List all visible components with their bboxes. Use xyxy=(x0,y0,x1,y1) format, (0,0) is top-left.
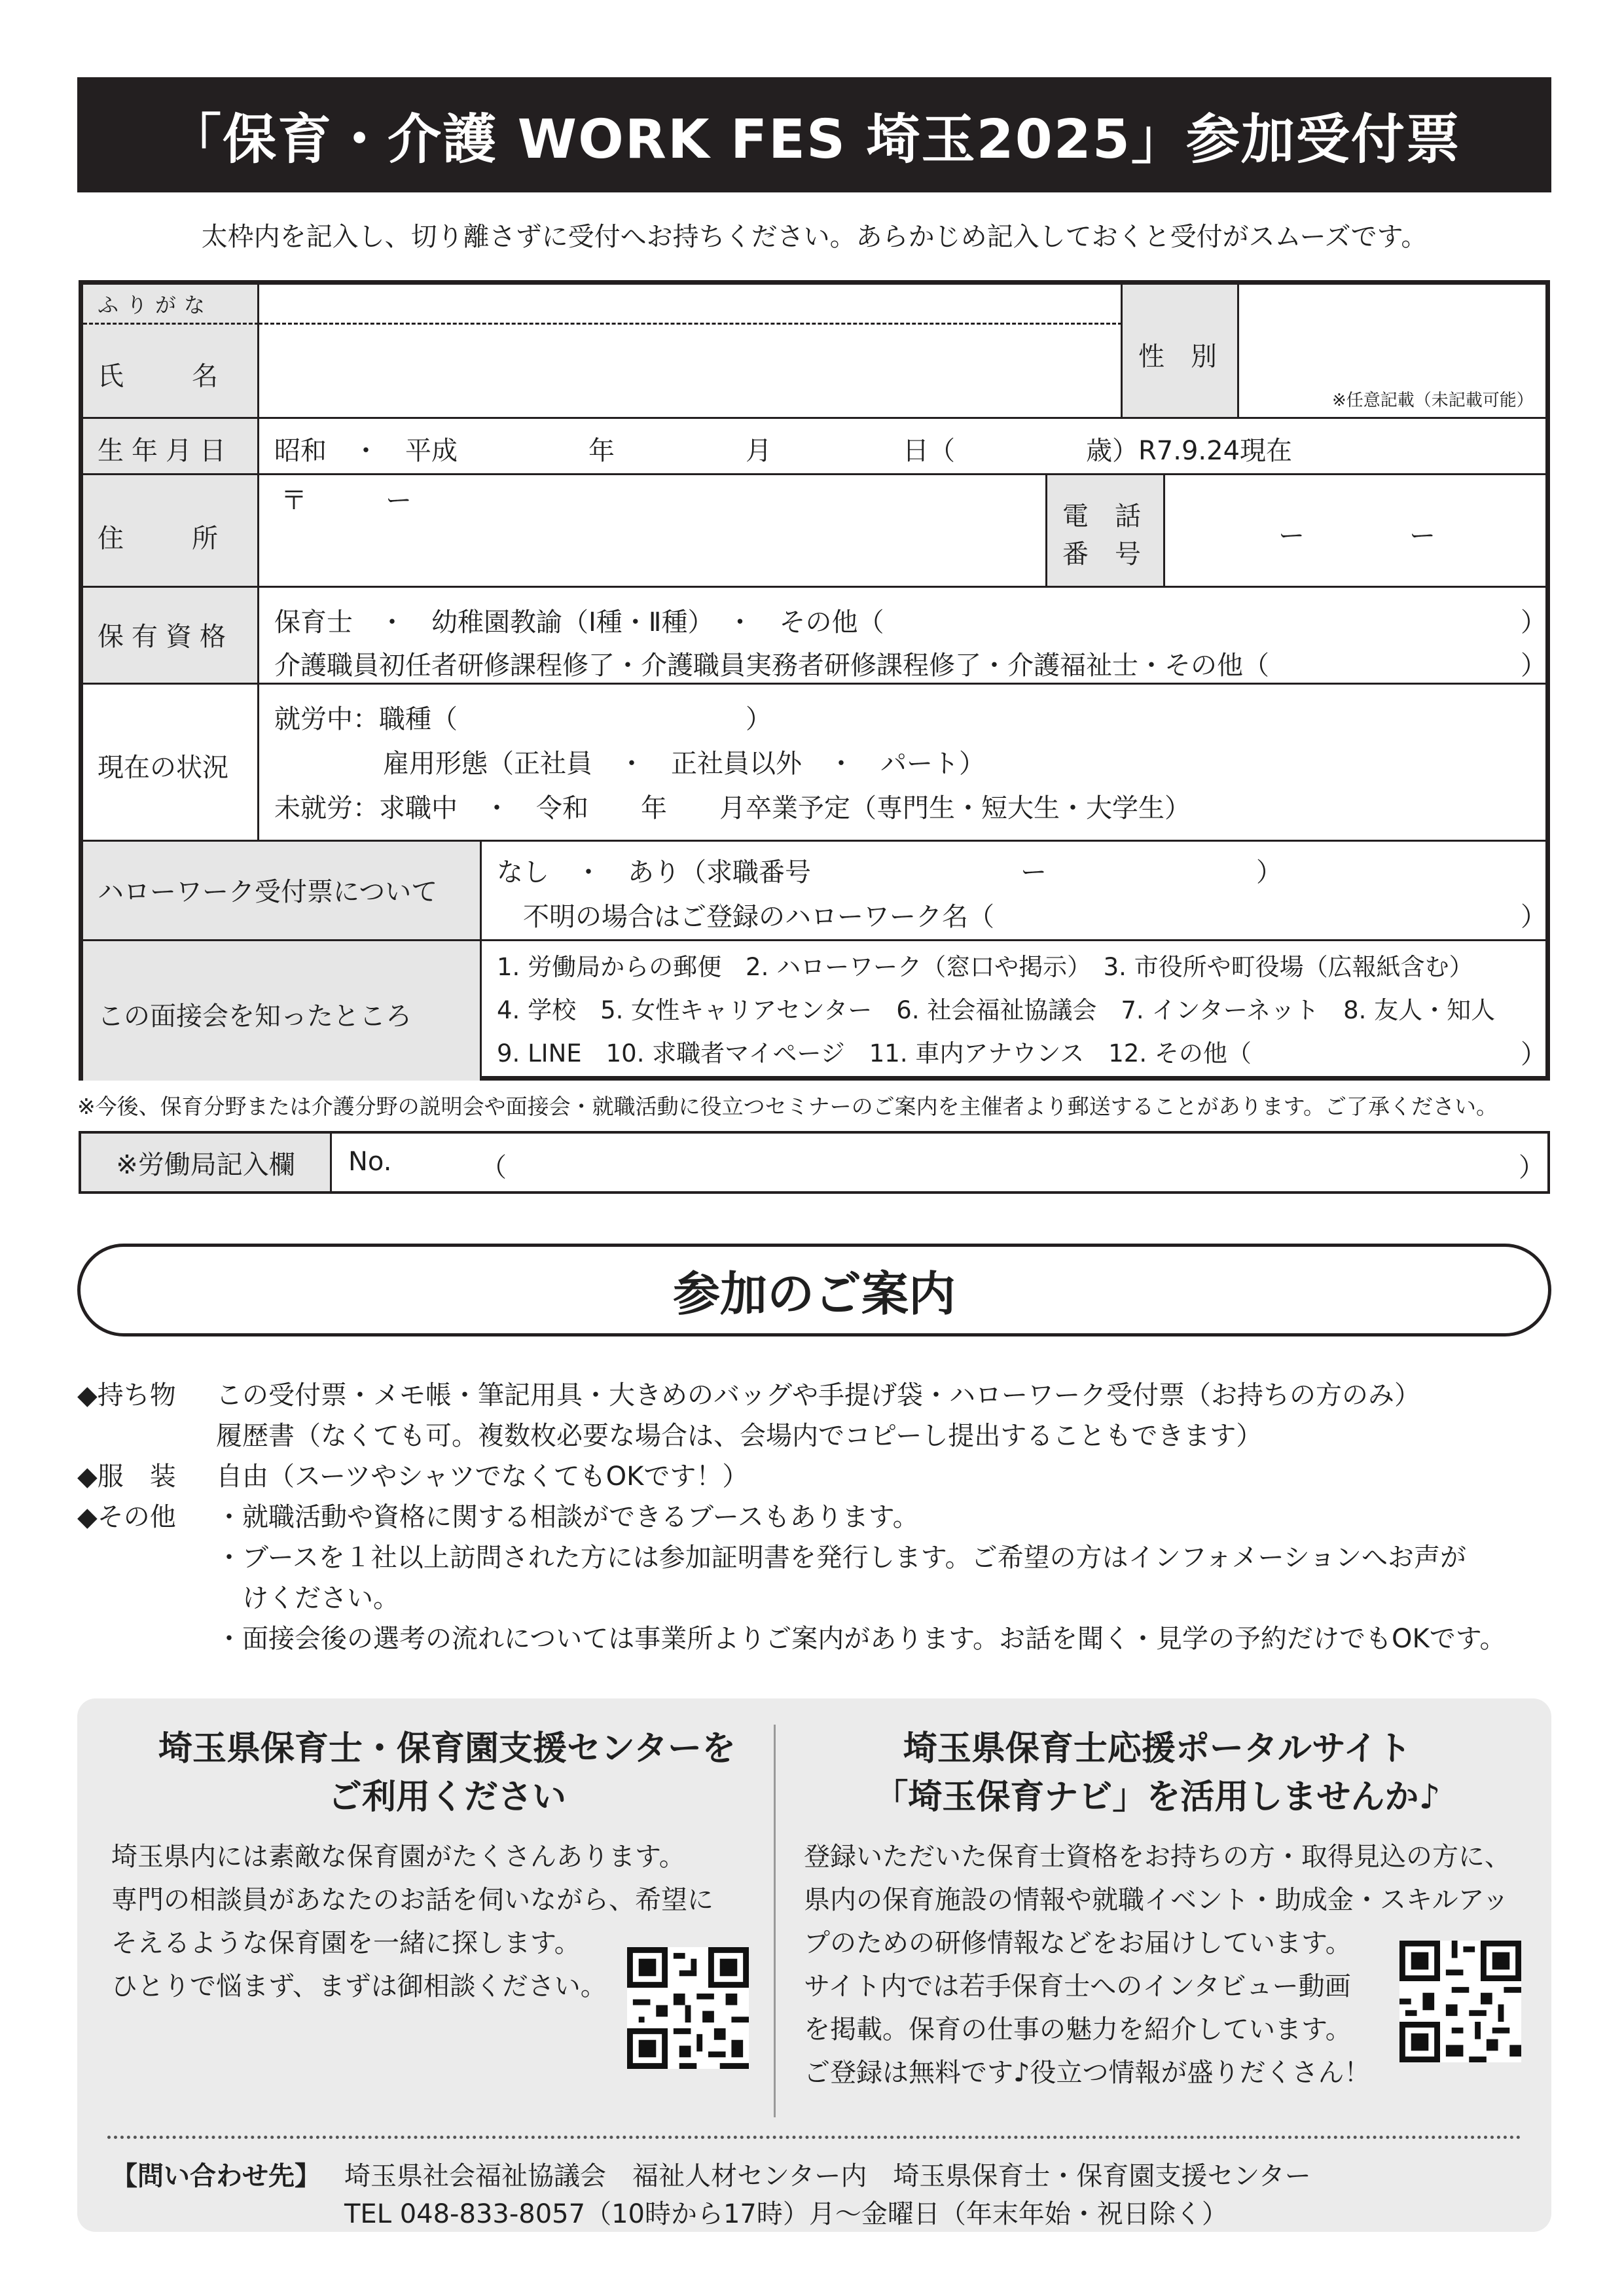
guide-item3-line2: ・ブースを１社以上訪問された方には参加証明書を発行します。ご希望の方はインフォメーションへお声が xyxy=(216,1543,1466,1573)
source-label: この面接会を知ったところ xyxy=(98,1001,412,1031)
contact-label: 【問い合わせ先】 xyxy=(111,2161,321,2191)
bureau-entry-row xyxy=(79,1131,1550,1194)
guide-item1-line1: この受付票・メモ帳・筆記用具・大きめのバッグや手提げ袋・ハローワーク受付票（お持ちの方のみ） xyxy=(216,1380,1420,1410)
right-body-2: 県内の保育施設の情報や就職イベント・助成金・スキルアッ xyxy=(804,1885,1509,1915)
hellowork-close: ） xyxy=(1521,902,1547,932)
right-body-1: 登録いただいた保育士資格をお持ちの方・取得見込の方に、 xyxy=(804,1842,1511,1872)
qualification-close-1: ） xyxy=(1521,607,1547,637)
registration-form xyxy=(79,280,1550,1081)
hellowork-line-2[interactable]: 不明の場合はご登録のハローワーク名（ xyxy=(523,902,994,932)
qr-code-right[interactable] xyxy=(1399,1941,1521,2062)
privacy-notice: ※今後、保育分野または介護分野の説明会や面接会・就職活動に役立つセミナーのご案内を主催者より郵送することがあります。ご了承ください。 xyxy=(77,1094,1498,1119)
bureau-label: ※労働局記入欄 xyxy=(81,1134,330,1191)
guide-item2-line1: 自由（スーツやシャツでなくてもOKです！） xyxy=(216,1462,749,1492)
source-line-1[interactable]: 1. 労働局からの郵便 2. ハローワーク（窓口や掲示） 3. 市役所や町役場（広報紙含む） xyxy=(497,953,1473,981)
bureau-close-paren: ） xyxy=(1519,1153,1545,1183)
left-body-4: ひとりで悩まず、まずは御相談ください。 xyxy=(111,1971,607,2001)
gender-note: ※任意記載（未記載可能） xyxy=(1332,391,1534,410)
status-line-3[interactable]: 未就労：求職中 ・ 令和 年 月卒業予定（専門生・短大生・大学生） xyxy=(274,793,1191,823)
source-line-3[interactable]: 9. LINE 10. 求職者マイページ 11. 車内アナウンス 12. その他（ xyxy=(497,1039,1252,1067)
right-title: 埼玉県保育士応援ポータルサイト 「埼玉保育ナビ」を活用しませんか♪ xyxy=(874,1729,1441,1817)
birth-label: 生年月日 xyxy=(98,436,234,466)
qualification-line-2[interactable]: 介護職員初任者研修課程修了・介護職員実務者研修課程修了・介護福祉士・その他（ xyxy=(274,651,1269,681)
guide-item1-line2: 履歴書（なくても可。複数枚必要な場合は、会場内でコピーし提出することもできます） xyxy=(216,1421,1263,1451)
hellowork-line-1[interactable]: なし ・ あり（求職番号 ー ） xyxy=(497,857,1282,888)
guide-item3-line1: ・就職活動や資格に関する相談ができるブースもあります。 xyxy=(216,1502,919,1532)
qr-code-left[interactable] xyxy=(627,1947,749,2069)
source-line-2[interactable]: 4. 学校 5. 女性キャリアセンター 6. 社会福祉協議会 7. インターネット 8. 友人・知人 xyxy=(497,996,1496,1024)
guide-item3-line3: けください。 xyxy=(242,1583,399,1613)
intro-text: 太枠内を記入し、切り離さずに受付へお持ちください。あらかじめ記入しておくと受付がスムーズです。 xyxy=(201,222,1428,252)
right-body-4: サイト内では若手保育士へのインタビュー動画 xyxy=(804,1971,1351,2001)
guide-item3-line4: ・面接会後の選考の流れについては事業所よりご案内があります。お話を聞く・見学の予約だけでもOKです。 xyxy=(216,1624,1506,1654)
guide-item3-key: ◆その他 xyxy=(77,1502,176,1532)
postal-mark[interactable]: 〒 ー xyxy=(281,486,412,516)
guide-title: 参加のご案内 xyxy=(77,1244,1551,1336)
address-label: 住 所 xyxy=(98,524,223,554)
gender-label: 性 別 xyxy=(1138,342,1217,372)
qualification-line-1[interactable]: 保育士 ・ 幼稚園教諭（Ⅰ種・Ⅱ種） ・ その他（ xyxy=(274,607,884,637)
source-close: ） xyxy=(1521,1039,1547,1069)
right-body-3: プのための研修情報などをお届けしています。 xyxy=(804,1928,1352,1958)
right-body-5: を掲載。保育の仕事の魅力を紹介しています。 xyxy=(804,2015,1352,2045)
left-title: 埼玉県保育士・保育園支援センターを ご利用ください xyxy=(158,1729,736,1817)
qualification-close-2: ） xyxy=(1521,651,1547,681)
contact-tel[interactable]: TEL 048-833-8057（10時から17時）月～金曜日（年末年始・祝日除く） xyxy=(344,2199,1228,2229)
bureau-no: No. xyxy=(348,1147,392,1177)
phone-dashes[interactable]: ー ー xyxy=(1278,521,1435,551)
qualification-label: 保有資格 xyxy=(98,622,234,652)
status-line-2[interactable]: 雇用形態（正社員 ・ 正社員以外 ・ パート） xyxy=(383,749,985,779)
left-body-1: 埼玉県内には素敵な保育園がたくさんあります。 xyxy=(111,1842,685,1872)
guide-item2-key: ◆服 装 xyxy=(77,1462,176,1492)
status-label: 現在の状況 xyxy=(98,753,228,783)
left-body-2: 専門の相談員があなたのお話を伺いながら、希望に xyxy=(111,1885,713,1915)
contact-org: 埼玉県社会福祉協議会 福祉人材センター内 埼玉県保育士・保育園支援センター xyxy=(344,2161,1311,2191)
info-box xyxy=(77,1698,1551,2232)
furigana-label: ふりがな xyxy=(98,293,213,317)
left-body-3: そえるような保育園を一緒に探します。 xyxy=(111,1928,581,1958)
bureau-open-paren: （ xyxy=(480,1153,507,1183)
phone-label-2: 番 号 xyxy=(1062,539,1141,569)
guide-item1-key: ◆持ち物 xyxy=(77,1380,176,1410)
hellowork-label: ハローワーク受付票について xyxy=(98,877,438,907)
status-line-1[interactable]: 就労中：職種（ ） xyxy=(274,704,772,734)
page-title: 「保育・介護 WORK FES 埼玉2025」参加受付票 xyxy=(77,77,1551,192)
birth-fields[interactable]: 昭和 ・ 平成 年 月 日（ 歳）R7.9.24現在 xyxy=(274,436,1293,466)
phone-label-1: 電 話 xyxy=(1062,501,1141,531)
right-body-6: ご登録は無料です♪役立つ情報が盛りだくさん！ xyxy=(804,2058,1371,2088)
name-label: 氏 名 xyxy=(98,361,223,391)
